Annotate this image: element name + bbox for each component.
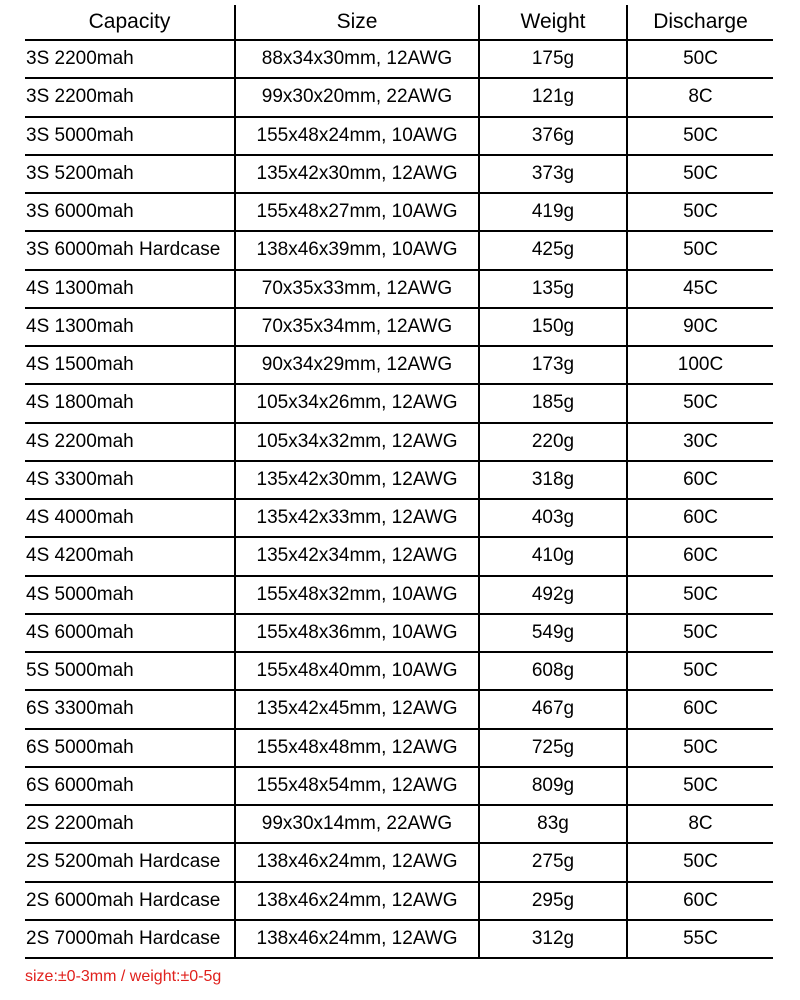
cell-discharge: 60C <box>627 690 773 728</box>
cell-size: 90x34x29mm, 12AWG <box>235 346 479 384</box>
cell-capacity: 4S 4200mah <box>25 537 235 575</box>
cell-capacity: 4S 1300mah <box>25 270 235 308</box>
cell-capacity: 4S 1800mah <box>25 384 235 422</box>
cell-discharge: 60C <box>627 537 773 575</box>
cell-discharge: 50C <box>627 40 773 78</box>
cell-discharge: 50C <box>627 193 773 231</box>
table-row <box>25 117 773 155</box>
cell-capacity: 3S 6000mah Hardcase <box>25 231 235 269</box>
cell-weight: 549g <box>479 614 627 652</box>
cell-weight: 376g <box>479 117 627 155</box>
cell-discharge: 50C <box>627 729 773 767</box>
cell-discharge: 60C <box>627 499 773 537</box>
cell-capacity: 4S 3300mah <box>25 461 235 499</box>
cell-weight: 492g <box>479 576 627 614</box>
table-row <box>25 537 773 575</box>
cell-discharge: 100C <box>627 346 773 384</box>
cell-weight: 135g <box>479 270 627 308</box>
cell-size: 105x34x26mm, 12AWG <box>235 384 479 422</box>
cell-discharge: 50C <box>627 117 773 155</box>
table-row <box>25 882 773 920</box>
cell-size: 138x46x24mm, 12AWG <box>235 882 479 920</box>
cell-size: 138x46x24mm, 12AWG <box>235 920 479 958</box>
table-row <box>25 423 773 461</box>
cell-capacity: 3S 6000mah <box>25 193 235 231</box>
cell-weight: 410g <box>479 537 627 575</box>
cell-size: 135x42x45mm, 12AWG <box>235 690 479 728</box>
cell-weight: 220g <box>479 423 627 461</box>
cell-discharge: 50C <box>627 767 773 805</box>
cell-discharge: 50C <box>627 652 773 690</box>
table-row <box>25 346 773 384</box>
cell-size: 155x48x24mm, 10AWG <box>235 117 479 155</box>
cell-weight: 173g <box>479 346 627 384</box>
cell-size: 105x34x32mm, 12AWG <box>235 423 479 461</box>
cell-size: 155x48x54mm, 12AWG <box>235 767 479 805</box>
table-row <box>25 231 773 269</box>
cell-weight: 312g <box>479 920 627 958</box>
cell-capacity: 6S 6000mah <box>25 767 235 805</box>
cell-capacity: 4S 1300mah <box>25 308 235 346</box>
table-row <box>25 843 773 881</box>
cell-size: 135x42x33mm, 12AWG <box>235 499 479 537</box>
cell-discharge: 8C <box>627 78 773 116</box>
header-size: Size <box>235 5 479 40</box>
cell-weight: 425g <box>479 231 627 269</box>
cell-capacity: 2S 5200mah Hardcase <box>25 843 235 881</box>
cell-weight: 467g <box>479 690 627 728</box>
table-row <box>25 499 773 537</box>
cell-size: 138x46x24mm, 12AWG <box>235 843 479 881</box>
table-row <box>25 193 773 231</box>
table-row <box>25 805 773 843</box>
table-row <box>25 270 773 308</box>
cell-capacity: 4S 5000mah <box>25 576 235 614</box>
cell-capacity: 6S 5000mah <box>25 729 235 767</box>
table-row <box>25 461 773 499</box>
cell-discharge: 8C <box>627 805 773 843</box>
cell-weight: 121g <box>479 78 627 116</box>
table-row <box>25 729 773 767</box>
cell-capacity: 2S 7000mah Hardcase <box>25 920 235 958</box>
cell-discharge: 60C <box>627 882 773 920</box>
cell-discharge: 50C <box>627 231 773 269</box>
cell-size: 138x46x39mm, 10AWG <box>235 231 479 269</box>
cell-size: 135x42x30mm, 12AWG <box>235 461 479 499</box>
cell-capacity: 4S 2200mah <box>25 423 235 461</box>
header-discharge: Discharge <box>627 5 773 40</box>
table-row <box>25 40 773 78</box>
cell-size: 99x30x20mm, 22AWG <box>235 78 479 116</box>
cell-discharge: 50C <box>627 843 773 881</box>
cell-weight: 175g <box>479 40 627 78</box>
cell-capacity: 2S 6000mah Hardcase <box>25 882 235 920</box>
cell-capacity: 4S 6000mah <box>25 614 235 652</box>
cell-size: 155x48x48mm, 12AWG <box>235 729 479 767</box>
table-row <box>25 384 773 422</box>
cell-size: 155x48x40mm, 10AWG <box>235 652 479 690</box>
cell-discharge: 45C <box>627 270 773 308</box>
cell-weight: 318g <box>479 461 627 499</box>
cell-weight: 83g <box>479 805 627 843</box>
cell-discharge: 30C <box>627 423 773 461</box>
cell-size: 88x34x30mm, 12AWG <box>235 40 479 78</box>
table-row <box>25 920 773 958</box>
cell-discharge: 60C <box>627 461 773 499</box>
cell-capacity: 3S 2200mah <box>25 78 235 116</box>
cell-discharge: 90C <box>627 308 773 346</box>
cell-size: 135x42x34mm, 12AWG <box>235 537 479 575</box>
header-weight: Weight <box>479 5 627 40</box>
cell-discharge: 50C <box>627 155 773 193</box>
cell-capacity: 4S 4000mah <box>25 499 235 537</box>
table-row <box>25 767 773 805</box>
cell-discharge: 50C <box>627 576 773 614</box>
cell-discharge: 50C <box>627 614 773 652</box>
cell-size: 70x35x33mm, 12AWG <box>235 270 479 308</box>
table-header-row <box>25 5 773 40</box>
tolerance-footnote: size:±0-3mm / weight:±0-5g <box>25 968 222 985</box>
cell-discharge: 50C <box>627 384 773 422</box>
cell-capacity: 2S 2200mah <box>25 805 235 843</box>
header-capacity: Capacity <box>25 5 235 40</box>
cell-weight: 150g <box>479 308 627 346</box>
cell-weight: 295g <box>479 882 627 920</box>
table-row <box>25 652 773 690</box>
cell-capacity: 3S 5200mah <box>25 155 235 193</box>
cell-size: 70x35x34mm, 12AWG <box>235 308 479 346</box>
cell-weight: 608g <box>479 652 627 690</box>
cell-size: 155x48x36mm, 10AWG <box>235 614 479 652</box>
cell-discharge: 55C <box>627 920 773 958</box>
cell-size: 135x42x30mm, 12AWG <box>235 155 479 193</box>
table-row <box>25 155 773 193</box>
table-row <box>25 614 773 652</box>
cell-weight: 373g <box>479 155 627 193</box>
cell-weight: 419g <box>479 193 627 231</box>
cell-capacity: 4S 1500mah <box>25 346 235 384</box>
cell-capacity: 5S 5000mah <box>25 652 235 690</box>
table-body <box>25 40 773 958</box>
cell-weight: 403g <box>479 499 627 537</box>
cell-capacity: 6S 3300mah <box>25 690 235 728</box>
cell-size: 155x48x32mm, 10AWG <box>235 576 479 614</box>
cell-size: 155x48x27mm, 10AWG <box>235 193 479 231</box>
table-row <box>25 576 773 614</box>
cell-weight: 185g <box>479 384 627 422</box>
cell-weight: 275g <box>479 843 627 881</box>
table-row <box>25 308 773 346</box>
cell-weight: 725g <box>479 729 627 767</box>
cell-size: 99x30x14mm, 22AWG <box>235 805 479 843</box>
cell-capacity: 3S 2200mah <box>25 40 235 78</box>
table-row <box>25 78 773 116</box>
battery-spec-table <box>25 5 773 959</box>
table-row <box>25 690 773 728</box>
cell-weight: 809g <box>479 767 627 805</box>
cell-capacity: 3S 5000mah <box>25 117 235 155</box>
